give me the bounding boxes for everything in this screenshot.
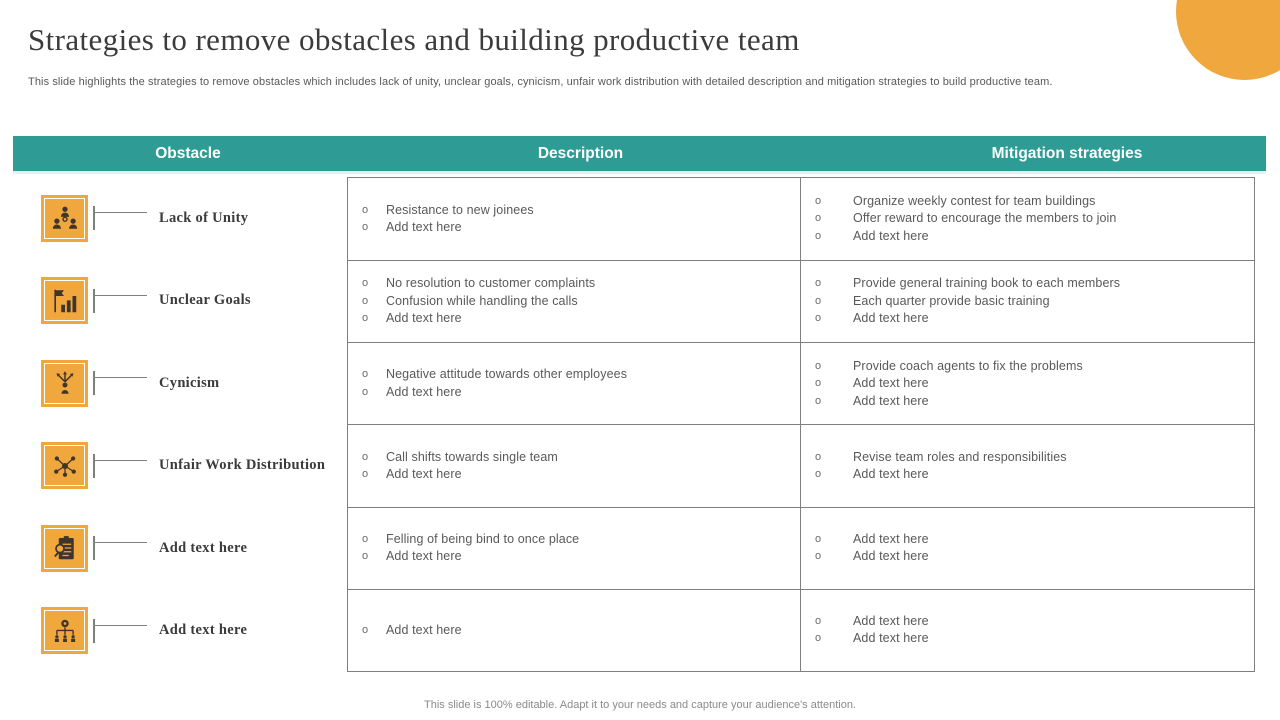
- bullet-text: Add text here: [386, 549, 462, 564]
- bullet-text: Add text here: [386, 220, 462, 235]
- bullet-text: Add text here: [386, 384, 462, 399]
- mitigation-cell: [800, 178, 1254, 260]
- bullet-text: Negative attitude towards other employees: [386, 367, 628, 382]
- bullet-marker: o: [815, 550, 822, 563]
- bullet-text: Add text here: [853, 467, 929, 482]
- bullet-marker: o: [815, 394, 822, 407]
- bullet-marker: o: [815, 212, 822, 225]
- bullet-marker: o: [362, 550, 369, 563]
- obstacle-item: [0, 342, 347, 425]
- connector-line: [93, 371, 147, 395]
- bullet-marker: o: [815, 614, 822, 627]
- obstacle-label: Unclear Goals: [159, 292, 251, 309]
- obstacle-item: [0, 507, 347, 590]
- bullet-text: Add text here: [853, 228, 929, 243]
- org-hierarchy-icon: [41, 607, 88, 654]
- connector-line: [93, 619, 147, 643]
- bullet-text: Add text here: [386, 622, 462, 637]
- obstacle-item: [0, 425, 347, 508]
- description-cell: [348, 178, 800, 260]
- column-header-mitigation: Mitigation strategies: [991, 144, 1143, 162]
- bullet-marker: o: [815, 468, 822, 481]
- column-header-description: Description: [537, 144, 624, 162]
- slide-footer-note: This slide is 100% editable. Adapt it to your needs and capture your audience's attention.: [424, 699, 856, 711]
- bullet-marker: o: [362, 450, 369, 463]
- connector-line: [93, 289, 147, 313]
- bullet-text: No resolution to customer complaints: [386, 276, 596, 291]
- bullet-text: Organize weekly contest for team buildings: [853, 193, 1096, 208]
- cynic-person-icon: [41, 360, 88, 407]
- mitigation-cell: [800, 424, 1254, 506]
- column-header-obstacle: Obstacle: [155, 144, 221, 162]
- bullet-marker: o: [362, 312, 369, 325]
- obstacle-label: Unfair Work Distribution: [159, 457, 326, 474]
- mitigation-cell: [800, 589, 1254, 671]
- obstacle-item: [0, 590, 347, 673]
- bullet-text: Add text here: [853, 531, 929, 546]
- page-title: Strategies to remove obstacles and building productive team: [28, 22, 800, 57]
- bullet-marker: o: [815, 377, 822, 390]
- description-cell: [348, 342, 800, 424]
- description-cell: [348, 507, 800, 589]
- bullet-marker: o: [362, 468, 369, 481]
- bullet-text: Add text here: [853, 631, 929, 646]
- bullet-marker: o: [815, 632, 822, 645]
- bullet-text: Revise team roles and responsibilities: [853, 449, 1067, 464]
- obstacle-label: Add text here: [159, 622, 248, 639]
- bullet-text: Offer reward to encourage the members to join: [853, 211, 1117, 226]
- obstacle-column: [0, 177, 347, 672]
- bullet-text: Add text here: [853, 549, 929, 564]
- bullet-marker: o: [362, 532, 369, 545]
- strategies-table: [347, 177, 1255, 672]
- bullet-text: Add text here: [853, 376, 929, 391]
- work-distribution-network-icon: [41, 442, 88, 489]
- description-cell: [348, 424, 800, 506]
- bullet-text: Resistance to new joinees: [386, 202, 534, 217]
- bullet-text: Add text here: [386, 311, 462, 326]
- description-cell: [348, 589, 800, 671]
- bullet-marker: o: [815, 194, 822, 207]
- corner-accent-circle: [1176, 0, 1280, 80]
- bullet-text: Add text here: [853, 613, 929, 628]
- bullet-marker: o: [362, 368, 369, 381]
- connector-line: [93, 454, 147, 478]
- bullet-text: Add text here: [386, 467, 462, 482]
- bullet-marker: o: [815, 294, 822, 307]
- bullet-text: Felling of being bind to once place: [386, 531, 580, 546]
- bullet-marker: o: [815, 312, 822, 325]
- mitigation-cell: [800, 342, 1254, 424]
- mitigation-cell: [800, 507, 1254, 589]
- bullet-text: Add text here: [853, 393, 929, 408]
- bullet-marker: o: [362, 294, 369, 307]
- bullet-marker: o: [362, 623, 369, 636]
- bullet-marker: o: [362, 203, 369, 216]
- bullet-marker: o: [815, 277, 822, 290]
- bullet-text: Add text here: [853, 311, 929, 326]
- obstacle-label: Add text here: [159, 539, 248, 556]
- connector-line: [93, 536, 147, 560]
- slide-subtitle: This slide highlights the strategies to remove obstacles which includes lack of unity, unclear goals, cynicism, unfair work distribution with detailed description and mitigation strategies to build productive team.: [28, 76, 1053, 88]
- bullet-marker: o: [362, 385, 369, 398]
- connector-line: [93, 206, 147, 230]
- bullet-text: Confusion while handling the calls: [386, 293, 578, 308]
- bullet-marker: o: [815, 229, 822, 242]
- bullet-marker: o: [362, 277, 369, 290]
- mitigation-cell: [800, 260, 1254, 342]
- bullet-marker: o: [815, 450, 822, 463]
- obstacle-label: Lack of Unity: [159, 209, 249, 226]
- goal-chart-icon: [41, 277, 88, 324]
- bullet-text: Provide coach agents to fix the problems: [853, 358, 1083, 373]
- description-cell: [348, 260, 800, 342]
- bullet-marker: o: [362, 221, 369, 234]
- table-header: [13, 136, 1266, 171]
- clipboard-audit-icon: [41, 525, 88, 572]
- bullet-marker: o: [815, 532, 822, 545]
- obstacle-label: Cynicism: [159, 374, 220, 391]
- team-people-icon: [41, 195, 88, 242]
- bullet-text: Call shifts towards single team: [386, 449, 558, 464]
- bullet-marker: o: [815, 359, 822, 372]
- obstacle-item: [0, 260, 347, 343]
- obstacle-item: [0, 177, 347, 260]
- bullet-text: Provide general training book to each members: [853, 276, 1121, 291]
- bullet-text: Each quarter provide basic training: [853, 293, 1050, 308]
